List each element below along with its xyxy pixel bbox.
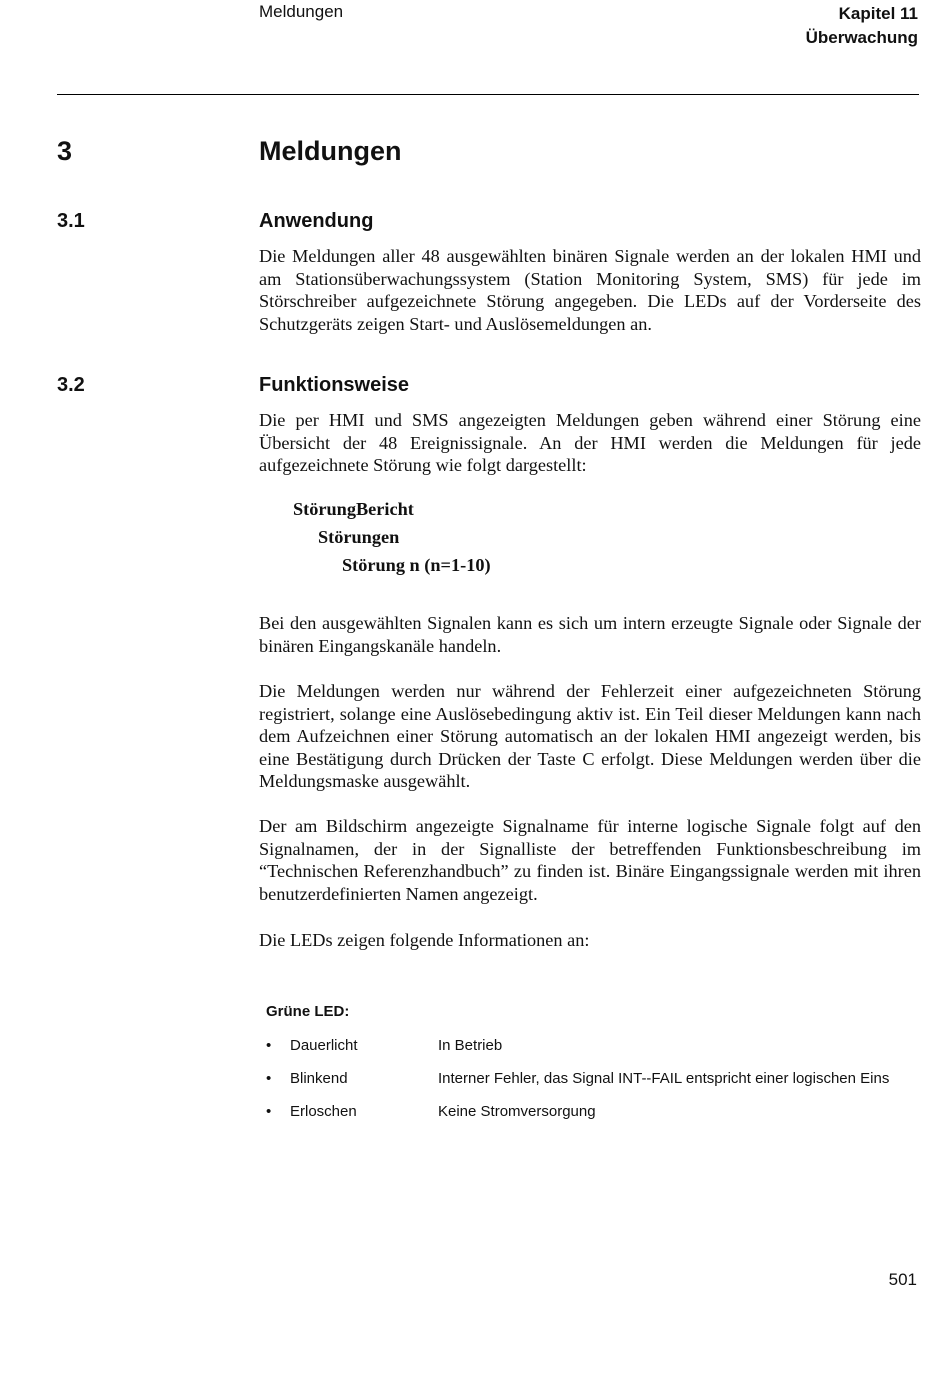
menu-path-level-2: Störungen	[318, 527, 400, 547]
led-row	[266, 1037, 926, 1057]
paragraph-signal-names: Der am Bildschirm angezeigte Signalname für interne logische Signale folgt auf den Signalnamen, der in der Signalliste der betreffenden Funktionsbeschreibung im “Technischen Referenzhandbuch” zu finden ist. Binäre Eingangssignale werden mit ihren benutzerdefinierten Namen angezeigt.	[259, 816, 921, 904]
chapter-label: Kapitel 11	[838, 4, 918, 23]
bullet: •	[266, 1037, 272, 1054]
paragraph-signals: Bei den ausgewählten Signalen kann es sich um intern erzeugte Signale oder Signale der binären Eingangskanäle handeln.	[259, 613, 921, 656]
subsection-1-title: Anwendung	[259, 210, 374, 232]
subsection-1-number: 3.1	[57, 210, 85, 232]
page-number: 501	[888, 1270, 917, 1289]
menu-path-level-1: StörungBericht	[293, 499, 414, 519]
led-table-title: Grüne LED:	[266, 1003, 350, 1020]
bullet: •	[266, 1103, 272, 1120]
subsection-2-number: 3.2	[57, 374, 85, 396]
led-state: Blinkend	[290, 1070, 348, 1087]
led-description: Keine Stromversorgung	[438, 1103, 596, 1120]
led-description: In Betrieb	[438, 1037, 503, 1054]
led-row	[266, 1070, 926, 1090]
led-row	[266, 1103, 926, 1123]
led-state: Erloschen	[290, 1103, 357, 1120]
running-header-right	[806, 2, 918, 50]
subsection-1-paragraph: Die Meldungen aller 48 ausgewählten binären Signale werden an der lokalen HMI und am Stationsüberwachungssystem (Station Monitoring System, SMS) für jede im Störschreiber aufgezeichnete Störung angegeben. Die LEDs auf der Vorderseite des Schutzgeräts zeigen Start- und Auslösemeldungen an.	[259, 246, 921, 334]
section-number: 3	[57, 136, 73, 166]
subsection-2-intro: Die per HMI und SMS angezeigten Meldungen geben während einer Störung eine Übersicht der 48 Ereignissignale. An der HMI werden die Meldungen für jede aufgezeichnete Störung wie folgt dargestellt:	[259, 410, 921, 476]
led-description: Interner Fehler, das Signal INT--FAIL entspricht einer logischen Eins	[438, 1070, 890, 1087]
paragraph-led-intro: Die LEDs zeigen folgende Informationen an:	[259, 930, 590, 950]
paragraph-recording: Die Meldungen werden nur während der Fehlerzeit einer aufgezeichneten Störung registriert, solange eine Auslösebedingung aktiv ist. Ein Teil dieser Meldungen kann nach dem Aufzeichnen einer Störung automatisch an der lokalen HMI angezeigt werden, bis eine Bestätigung durch Drücken der Taste C erfolgt. Diese Meldungen werden über die Meldungsmaske ausgewählt.	[259, 681, 921, 792]
running-header-left: Meldungen	[259, 2, 344, 21]
menu-path-level-3: Störung n (n=1-10)	[342, 555, 491, 575]
bullet: •	[266, 1070, 272, 1087]
chapter-section-label: Überwachung	[805, 28, 918, 47]
section-title: Meldungen	[259, 136, 402, 166]
subsection-2-title: Funktionsweise	[259, 374, 410, 396]
led-state: Dauerlicht	[290, 1037, 358, 1054]
header-rule	[57, 94, 919, 95]
